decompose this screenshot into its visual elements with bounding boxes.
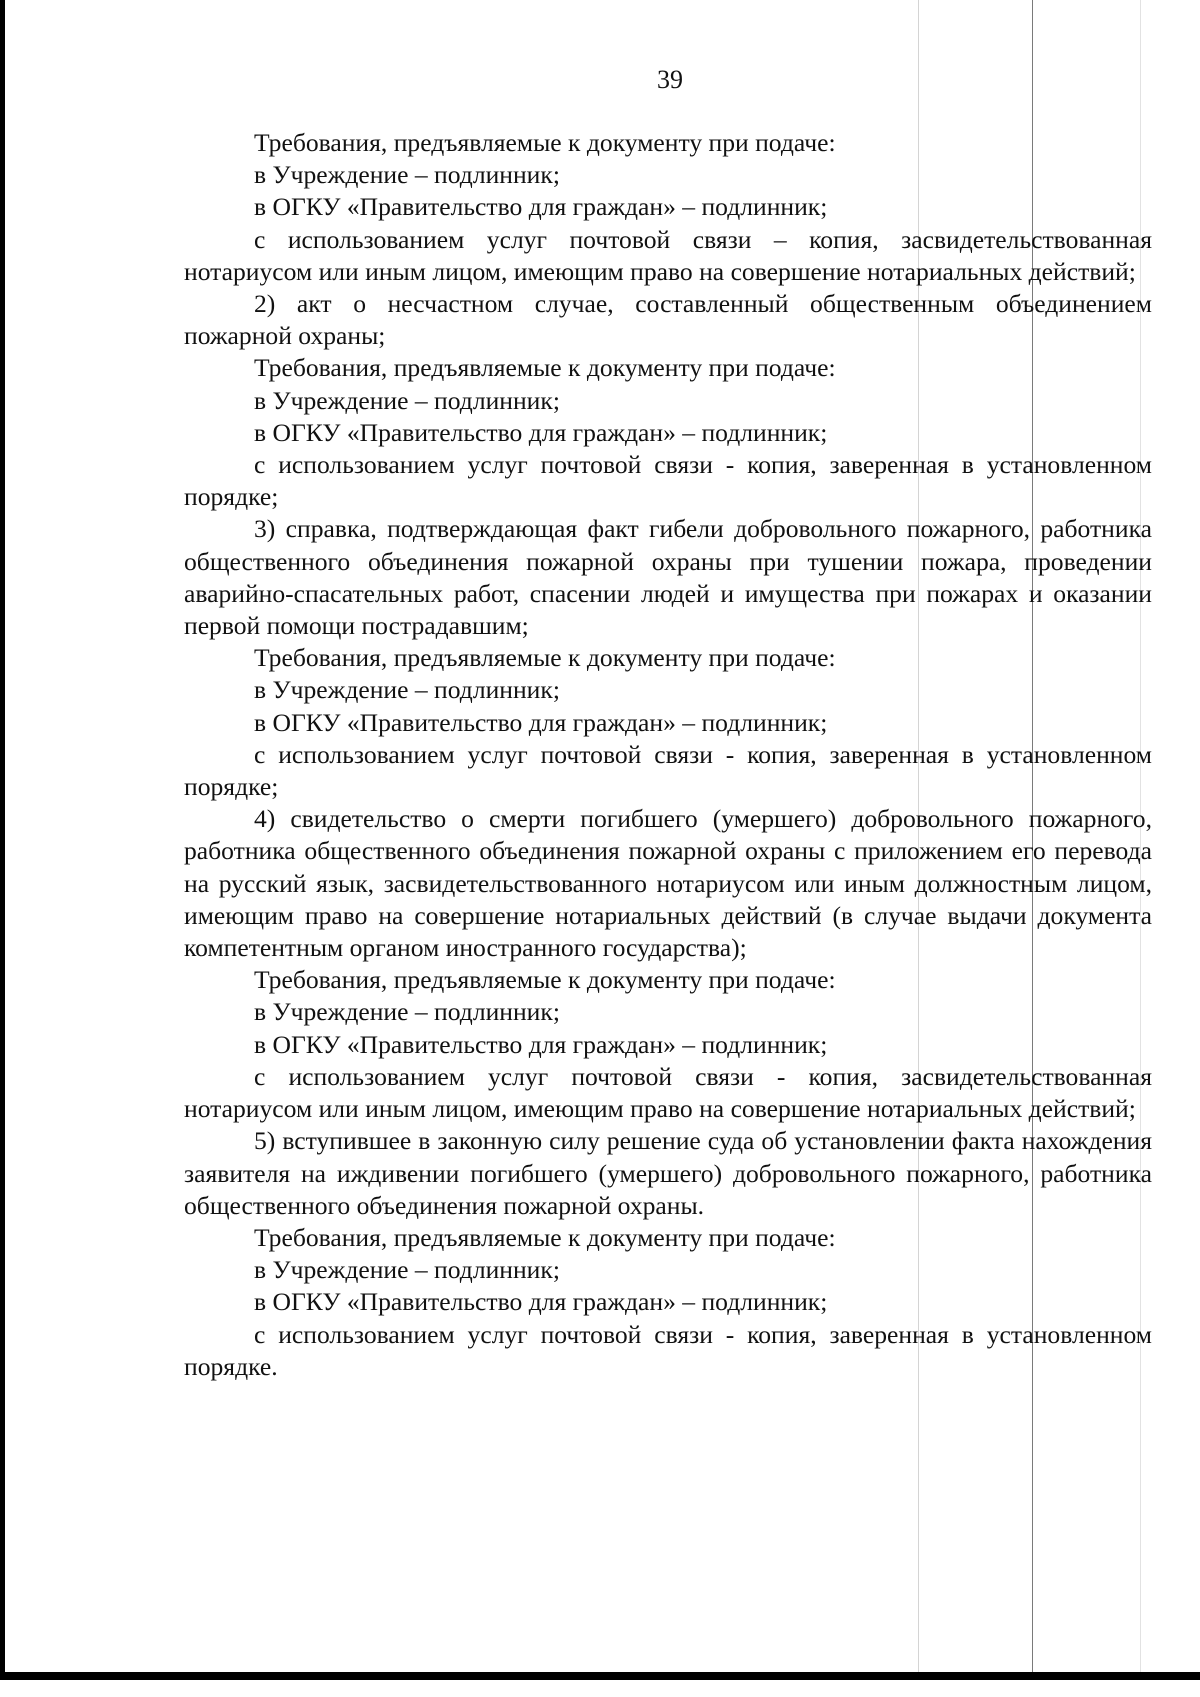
paragraph-postal-copy: с использованием услуг почтовой связи - копия, засвидетельствованная нотариусом или иным лицом, имеющим право на совершение нотариальных действий; bbox=[184, 1061, 1152, 1124]
paragraph-postal-copy: с использованием услуг почтовой связи - копия, заверенная в установленном порядке; bbox=[184, 739, 1152, 802]
page-number: 39 bbox=[657, 65, 683, 94]
paragraph-ogku-original: в ОГКУ «Правительство для граждан» – подлинник; bbox=[254, 707, 828, 737]
paragraph-ogku-original: в ОГКУ «Правительство для граждан» – подлинник; bbox=[254, 417, 828, 447]
scan-border-bottom bbox=[0, 1672, 1200, 1680]
paragraph-postal-copy: с использованием услуг почтовой связи - копия, заверенная в установленном порядке; bbox=[184, 450, 1152, 512]
paragraph-requirements-heading: Требования, предъявляемые к документу при подаче: bbox=[254, 353, 836, 383]
paragraph-item-2: 2) акт о несчастном случае, составленный общественным объединением пожарной охраны; bbox=[184, 289, 1152, 351]
paragraph-item-5: 5) вступившее в законную силу решение суда об установлении факта нахождения заявителя на иждивении погибшего (умершего) добровольного пожарного, работника общественного объединения пожарной охраны. bbox=[184, 1126, 1152, 1220]
paragraph-institution-original: в Учреждение – подлинник; bbox=[254, 160, 560, 190]
paragraph-item-3: 3) справка, подтверждающая факт гибели добровольного пожарного, работника общественного объединения пожарной охраны при тушении пожара, проведении аварийно-спасательных работ, спасении людей и имущества при пожарах и оказании первой помощи пострадавшим; bbox=[184, 514, 1152, 641]
paragraph-institution-original: в Учреждение – подлинник; bbox=[254, 1255, 560, 1285]
paragraph-requirements-heading: Требования, предъявляемые к документу при подаче: bbox=[254, 965, 836, 995]
paragraph-ogku-original: в ОГКУ «Правительство для граждан» – подлинник; bbox=[254, 1029, 828, 1059]
paragraph-requirements-heading: Требования, предъявляемые к документу при подаче: bbox=[254, 1222, 836, 1252]
scan-border-left bbox=[0, 0, 5, 1680]
paragraph-ogku-original: в ОГКУ «Правительство для граждан» – подлинник; bbox=[254, 1287, 828, 1317]
paragraph-requirements-heading: Требования, предъявляемые к документу при подаче: bbox=[254, 643, 836, 673]
paragraph-postal-copy: с использованием услуг почтовой связи - копия, заверенная в установленном порядке. bbox=[184, 1319, 1152, 1381]
paragraph-institution-original: в Учреждение – подлинник; bbox=[254, 675, 560, 705]
paragraph-requirements-heading: Требования, предъявляемые к документу при подаче: bbox=[254, 128, 836, 157]
paragraph-postal-copy: с использованием услуг почтовой связи – копия, засвидетельствованная нотариусом или иным лицом, имеющим право на совершение нотариальных действий; bbox=[184, 224, 1152, 286]
paragraph-item-4: 4) свидетельство о смерти погибшего (умершего) добровольного пожарного, работника общественного объединения пожарной охраны с приложением его перевода на русский язык, засвидетельствованного нотариусом или иным должностным лицом, имеющим право на совершение нотариальных действий (в случае выдачи документа компетентным органом иностранного государства); bbox=[184, 804, 1152, 963]
paragraph-ogku-original: в ОГКУ «Правительство для граждан» – подлинник; bbox=[254, 192, 828, 222]
paragraph-institution-original: в Учреждение – подлинник; bbox=[254, 385, 560, 415]
document-body bbox=[184, 127, 1152, 1383]
paragraph-institution-original: в Учреждение – подлинник; bbox=[254, 997, 560, 1027]
